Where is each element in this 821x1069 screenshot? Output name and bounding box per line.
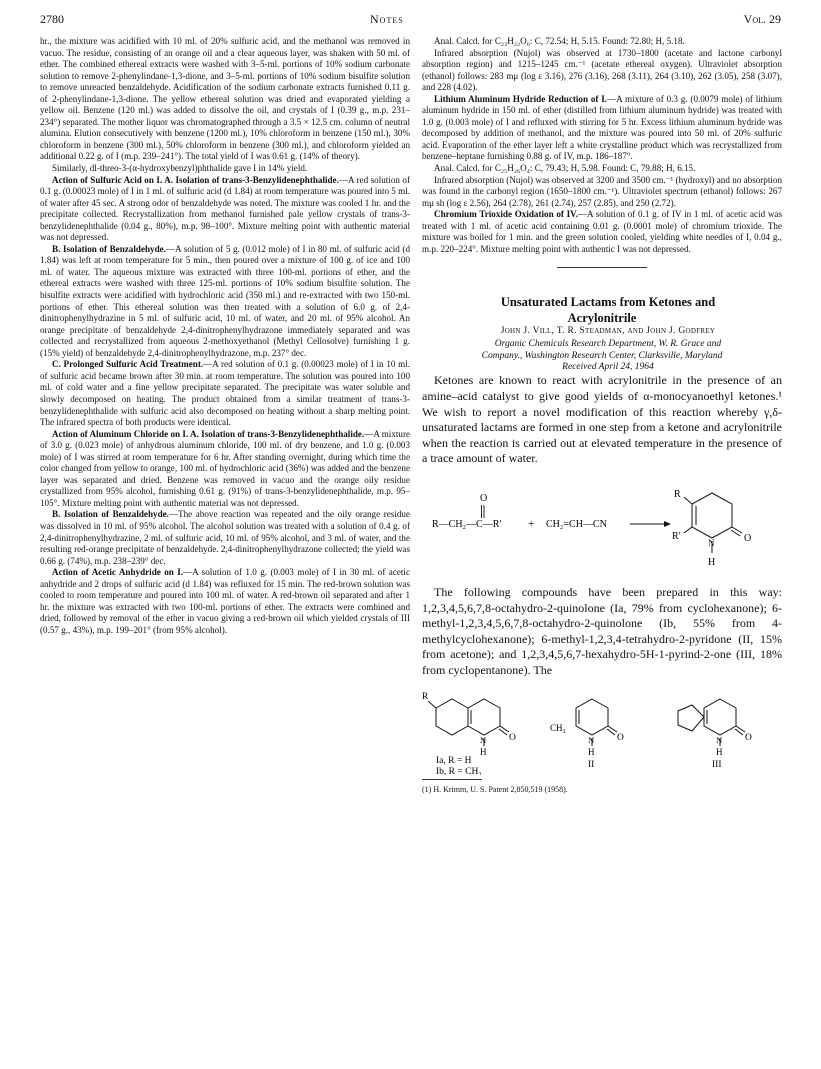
paragraph-heading: Action of Sulfuric Acid on I. A. Isolation of trans-3-Benzylidenephthalide.: [52, 174, 339, 185]
paragraph: [40, 509, 410, 567]
structure-hydrogen: H: [716, 746, 723, 757]
paragraph-body: —A solution of 5 g. (0.012 mole) of I in 80 ml. of sulfuric acid (d 1.84) was left at room temperature for 5 min., then poured over a mixture of 100 g. of ice and 100 ml. of water. The aqueous mixture was extracted with three 100-ml. portions of ether, and the ethereal extracts were washed with three 125-ml. portions of 10% sodium bisulfite solution. The bisulfite extracts were acidified with hydrochloric acid (350 ml.) and re-extracted with two 150-ml. portions of ether. This ethereal solution was then treated with a solution of 6.0 g. of 2,4-dinitrophenylhydrazine in 5 ml. of sulfuric acid, 10 ml. of water, and 20 ml. of 95% alcohol. An orange precipitate of benzaldehyde 2,4-dinitrophenylhydrazone immediately separated and was collected and recrystallized from aqueous 2-methoxyethanol (Methyl Cellosolve) furnishing 1 g. (15% yield) of benzaldehyde 2,4-dinitrophenylhydrazone, m.p. 237° dec.: [40, 243, 410, 358]
paragraph-heading: B. Isolation of Benzaldehyde.: [52, 243, 166, 254]
compound-structures: [422, 685, 782, 775]
paragraph-heading: Chromium Trioxide Oxidation of IV.: [434, 209, 578, 220]
structure-hydrogen: H: [480, 746, 487, 757]
paragraph-body: —The above reaction was repeated and the oily orange residue was dissolved in 10 ml. of 95% alcohol. The alcohol solution was treated with a solution of 0.4 g. of 2,4-dinitrophenylhydrazine, 2 ml. of sulfuric acid, 10 ml. of 95% alcohol, and 3 ml. of water, and the resulting red-orange precipitate of benzaldehyde. 2,4-dinitrophenylhydrazone collected; the yield was 0.66 g. (74%), m.p. 238–239° dec.: [40, 509, 411, 566]
article-title: [422, 294, 782, 326]
paragraph: [40, 567, 410, 636]
paragraph-body: —A solution of 0.1 g. of IV in 1 ml. of acetic acid was treated with 1 ml. of acetic acid containing 0.01 g. (0.0001 mole) of chromium trioxide. The mixture was boiled for 1 min. and the green solution cooled, yielding white needles of I, 0.04 g., m.p. 220–224°. Mixture melting point with authentic I was not depressed.: [422, 209, 782, 254]
carbonyl-oxygen: O: [480, 493, 488, 505]
ketone-formula: R—CH₂—C—R′: [432, 519, 502, 531]
structure-oxygen: O: [509, 732, 516, 743]
footnote: (1) H. Krimm, U. S. Patent 2,850,519 (1958).: [422, 784, 568, 794]
structure-oxygen: O: [617, 732, 624, 743]
acrylonitrile-formula: CH₂=CH—CN: [546, 519, 607, 531]
footnote-divider: [422, 779, 482, 780]
affiliation-line: Company., Washington Research Center, Clarksville, Maryland: [481, 350, 723, 361]
analysis-line: Anal. Calcd. for C₂₅H₂₆O₄: C, 79.43; H, 5.98. Found: C, 79.88; H, 6.15.: [434, 163, 696, 174]
paragraph: Infrared absorption (Nujol) was observed at 3200 and 3500 cm.⁻¹ (hydroxyl) and no absorption was found in the carbonyl region (1650–1800 cm.⁻¹). Ultraviolet spectrum (ethanol) follows: 267 mμ sh (log ε 2.56), 264 (2.78), 261 (2.74), 257 (2.85), and 250 (2.72).: [422, 174, 782, 208]
compound-label-ii: II: [588, 759, 595, 770]
compound-label-iii: III: [712, 759, 722, 770]
structure-nitrogen: N: [588, 734, 595, 745]
paragraph: [40, 175, 410, 244]
paragraph-body: —A mixture of 0.3 g. (0.0079 mole) of lithium aluminum hydride in 150 ml. of ether (distilled from lithium aluminum hydride) was treated with 1.0 g. (0.003 mole) of I and refluxed with stirring for 5 hr. Excess lithium aluminum hydride was decomposed by addition of methanol, and the mixture was poured into 50 ml. of 20% sulfuric acid. Evaporation of the ether layer left a white crystalline product which was recrystallized from benzene–heptane furnishing 0.88 g. of IV, m.p. 186–187°.: [422, 93, 782, 162]
affiliation-line: Organic Chemicals Research Department, W. R. Grace and: [494, 338, 722, 349]
paragraph-body: —A red solution of 0.1 g. (0.00023 mole) of I in 10 ml. of sulfuric acid became brown after 30 min. at room temperature. The solution was poured into 100 ml. of cold water and a fine yellow precipitate separated. The precipitate was water soluble and slowly decomposed on heating. The product obtained from a similar treatment of trans-3-benzylidenephthalide with sulfuric acid also decomposed on heating without a sharp melting point. The infrared spectra of both products were identical.: [40, 359, 410, 428]
right-column: [422, 36, 782, 795]
product-oxygen: O: [744, 533, 752, 545]
compound-label-ia: Ia, R = H: [436, 755, 472, 766]
structure-oxygen: O: [745, 732, 752, 743]
received-date: Received April 24, 1964: [562, 361, 654, 372]
analysis-line: Anal. Calcd. for C₂₃H₂₂O₆: C, 72.54; H, 5.15. Found: 72.80; H, 5.18.: [434, 36, 685, 46]
structure-r: R: [422, 691, 429, 702]
compound-label-ib: Ib, R = CH₃: [436, 766, 482, 775]
structure-hydrogen: H: [588, 746, 595, 757]
left-column: [40, 36, 410, 636]
product-nitrogen: N: [708, 538, 715, 549]
paragraph: [40, 244, 410, 359]
affiliation: [422, 338, 782, 362]
paragraph-heading: B. Isolation of Benzaldehyde.: [52, 509, 169, 520]
product-r-prime: R′: [672, 531, 681, 543]
intro-paragraph: Ketones are known to react with acrylonitrile in the presence of an amine–acid catalyst to give good yields of α-monocyanoethyl ketones.¹ We wish to report a novel modification of this reaction whereby γ,δ-unsaturated lactams are formed in one step from a ketone and acrylonitrile when the reaction is carried out at elevated temperature in the presence of a trace amount of water.: [422, 373, 782, 466]
structure-ia-ib: [428, 699, 509, 746]
authors: John J. Vill, T. R. Steadman, and John J. Godfrey: [500, 326, 716, 337]
structure-iii: [678, 699, 745, 746]
paragraph: [422, 94, 782, 163]
paragraph-heading: Action of Aluminum Chloride on I. A. Isolation of trans-3-Benzylidenephthalide.: [52, 428, 365, 439]
product-r: R: [674, 489, 681, 501]
plus-sign: +: [528, 518, 535, 531]
compounds-paragraph: The following compounds have been prepared in this way: 1,2,3,4,5,6,7,8-octahydro-2-quinolone (Ia, 79% from cyclohexanone); 6-methyl-1,2,3,4,5,6,7,8-octahydro-2-quinolone (Ib, 55% from 4-methylcyclohexanone); 6-methyl-1,2,3,4-tetrahydro-2-pyridone (II, 15% from acetone); and 1,2,3,4,5,6,7-hexahydro-5H-1-pyrind-2-one (III, 18% from cyclopentanone). The: [422, 585, 782, 678]
page-header: [40, 12, 781, 26]
paragraph-body: —A mixture of 3.0 g. (0.023 mole) of anhydrous aluminum chloride, 100 ml. of dry benzene, and 1.0 g. (0.003 mole) of I was stirred at room temperature for 6 hr. After standing overnight, during which time the color changed from yellow to orange, 100 ml. of hydrochloric acid (36%) was added and the benzene layer was separated and dried. Benzene was removed in vacuo and the orange oily residue crystallized from 95% alcohol, furnishing 0.61 g. (91%) of trans-3-benzylidenephthalide, m.p. 95–105°. Mixture melting point with authentic material was not depressed.: [40, 428, 411, 508]
page-number: 2780: [40, 12, 64, 26]
paragraph-body: —A solution of 1.0 g. (0.003 mole) of I in 30 ml. of acetic anhydride and 2 drops of sulfuric acid (d 1.84) was refluxed for 15 min. The red-brown solution was cooled to room temperature and poured into 100 ml. of water. A red-brown oil separated and after 1 hr. the mixture was extracted with two 100-ml. portions of ether. The extracts were combined and dried, followed by removal of the ether in vacuo giving a red-brown oil which yielded crystals of III (0.57 g., 43%), m.p. 199–201° (from 95% alcohol).: [40, 567, 410, 635]
product-hydrogen: H: [708, 557, 716, 569]
paragraph: [40, 359, 410, 428]
paragraph-heading: Lithium Aluminum Hydride Reduction of I.: [434, 93, 608, 104]
paragraph-heading: Action of Acetic Anhydride on I.: [52, 567, 184, 578]
structure-nitrogen: N: [480, 734, 487, 745]
article-title-line: Unsaturated Lactams from Ketones and: [500, 295, 716, 310]
paragraph-body: —A red solution of 0.1 g. (0.00023 mole) of I in 1 ml. of sulfuric acid (d 1.84) at room temperature was poured into 5 ml. of water after 45 sec. A strong odor of benzaldehyde was noted. The mixture was cooled 1 hr. and the precipitate collected. Recrystallization from methanol furnished pale yellow crystals of trans-3-benzylidenephthalide (0.04 g., 80%), m.p. 98–100°. Mixture melting point with authentic material was not depressed.: [40, 174, 410, 243]
reaction-scheme: [422, 475, 782, 575]
paragraph: [40, 429, 410, 510]
structure-ii: [576, 699, 617, 746]
section-title: Notes: [370, 12, 404, 26]
volume-label: Vol. 29: [743, 12, 781, 26]
reaction-arrow-head: [664, 521, 671, 527]
section-divider: [557, 267, 647, 268]
paragraph: [422, 209, 782, 255]
article-title-line: Acrylonitrile: [567, 311, 637, 326]
paragraph: Infrared absorption (Nujol) was observed at 1730–1800 (acetate and lactone carbonyl absorption region) and 1215–1245 cm.⁻¹ (acetate ethereal oxygen). Ultraviolet absorption (ethanol) follows: 283 mμ (log ε 3.16), 276 (3.16), 268 (3.11), 264 (3.10), 262 (3.05), 258 (3.07), and 228 (4.02).: [422, 47, 782, 93]
structure-nitrogen: N: [716, 734, 723, 745]
paragraph: Similarly, dl-threo-3-(α-hydroxybenzyl)phthalide gave I in 14% yield.: [52, 163, 308, 174]
paragraph: hr., the mixture was acidified with 10 ml. of 20% sulfuric acid, and the methanol was removed in vacuo. The residue, consisting of an orange oil and a clear aqueous layer, was shaken with 50 ml. of ether. The combined ethereal extracts were washed with 3–5-ml. portions of 10% sodium carbonate solution to remove 2-phenylindane-1,3-dione, and 3–5-ml. portions of 10% sodium bisulfite solution to remove unreacted benzaldehyde. Acidification of the sodium carbonate extracts furnished 0.11 g. of 2-phenylindane-1,3-dione. The yellow ethereal solution was dried and evaporated yielding a yellow oil. Benzene (120 ml.) was added to dissolve the oil, and crystals of I (0.39 g., m.p. 231–234°) separated. The mother liquor was chromatographed through a 3.5 × 12.5 cm. column of neutral alumina. Elution consecutively with benzene (1200 ml.), 10% chloroform in benzene (150 ml.), 30% chloroform in benzene (300 ml.), 50% chloroform in benzene (300 ml.), and chloroform yielded an additional 0.22 g. of I (m.p. 239–241°). The total yield of I was 0.61 g. (14% of theory).: [40, 36, 410, 162]
paragraph-heading: C. Prolonged Sulfuric Acid Treatment.: [52, 359, 204, 370]
structure-methyl: CH₃: [550, 722, 566, 733]
